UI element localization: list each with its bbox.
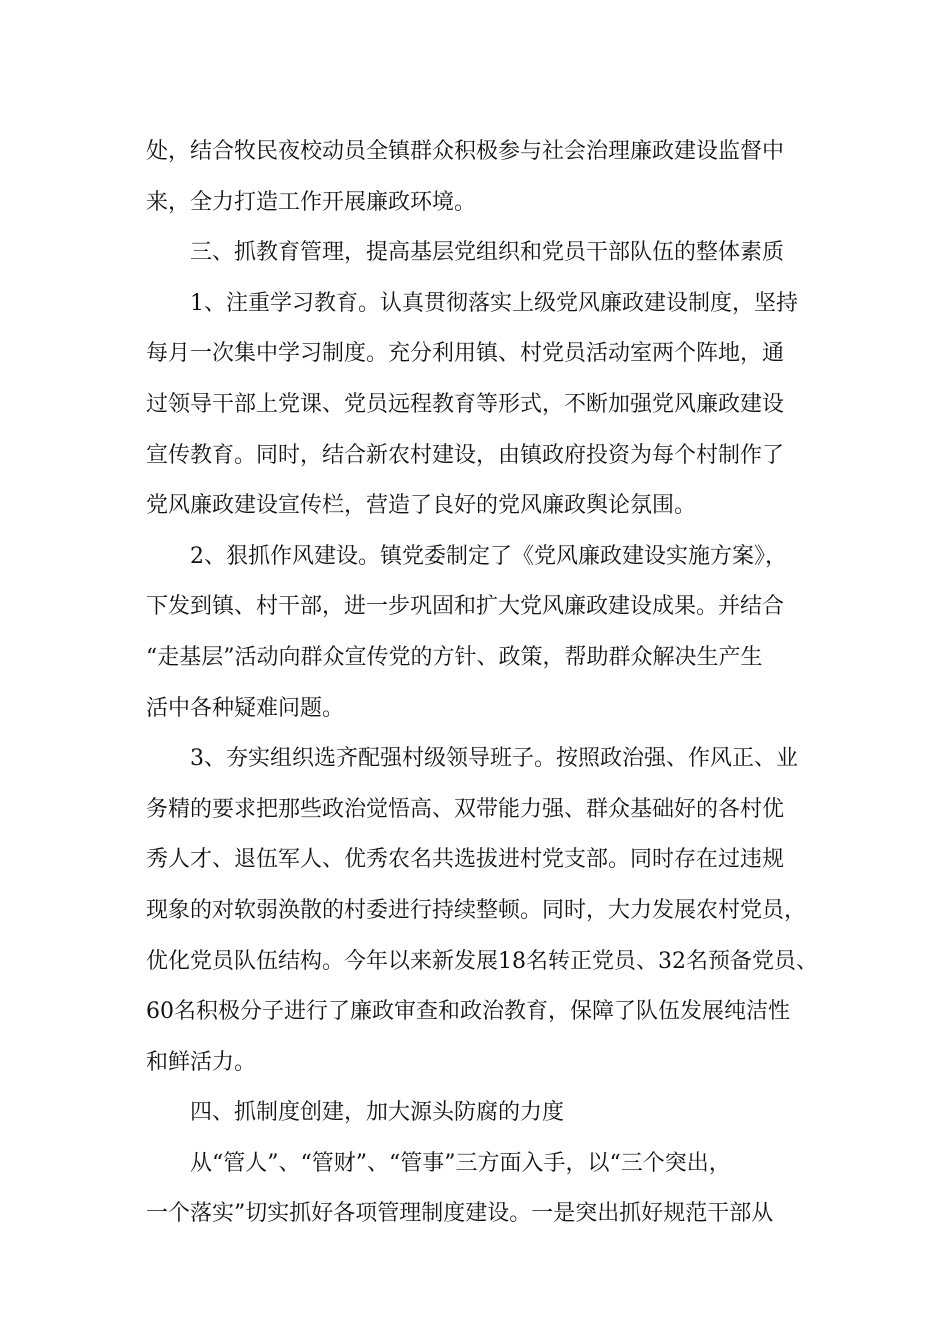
- text-line: 处，结合牧民夜校动员全镇群众积极参与社会治理廉政建设监督中: [146, 139, 785, 164]
- text-line: 宣传教育。同时，结合新农村建设，由镇政府投资为每个村制作了: [146, 442, 785, 468]
- text-line: 来，全力打造工作开展廉政环境。: [146, 189, 477, 215]
- paragraph-start: 3、夯实组织选齐配强村级领导班子。按照政治强、作风正、业: [190, 746, 798, 772]
- text-line: 60名积极分子进行了廉政审查和政治教育，保障了队伍发展纯洁性: [146, 999, 790, 1025]
- text-line: 秀人才、退伍军人、优秀农名共选拔进村党支部。同时存在过违规: [146, 847, 785, 873]
- text-line: 过领导干部上党课、党员远程教育等形式，不断加强党风廉政建设: [146, 391, 785, 417]
- body-text: [146, 127, 826, 1240]
- text-line: 下发到镇、村干部，进一步巩固和扩大党风廉政建设成果。并结合: [146, 594, 785, 620]
- text-line: 活中各种疑难问题。: [146, 695, 345, 721]
- text-line: “走基层”活动向群众宣传党的方针、政策，帮助群众解决生产生: [146, 644, 763, 670]
- text-line: 一个落实”切实抓好各项管理制度建设。一是突出抓好规范干部从: [146, 1201, 774, 1227]
- section-heading: 四、抓制度创建，加大源头防腐的力度: [190, 1100, 565, 1126]
- paragraph-start: 从“管人”、“管财”、“管事”三方面入手，以“三个突出，: [190, 1150, 731, 1176]
- text-line: 现象的对软弱涣散的村委进行持续整顿。同时，大力发展农村党员，: [146, 897, 807, 923]
- text-line: 党风廉政建设宣传栏，营造了良好的党风廉政舆论氛围。: [146, 493, 697, 519]
- paragraph-start: 2、狠抓作风建设。镇党委制定了《党风廉政建设实施方案》，: [190, 543, 787, 569]
- section-heading: 三、抓教育管理，提高基层党组织和党员干部队伍的整体素质: [190, 240, 785, 266]
- text-line: 务精的要求把那些政治觉悟高、双带能力强、群众基础好的各村优: [146, 796, 785, 822]
- text-line: 每月一次集中学习制度。充分利用镇、村党员活动室两个阵地，通: [146, 341, 785, 367]
- text-line: 和鲜活力。: [146, 1049, 257, 1075]
- text-line: 优化党员队伍结构。今年以来新发展18名转正党员、32名预备党员、: [146, 948, 818, 974]
- paragraph-start: 1、注重学习教育。认真贯彻落实上级党风廉政建设制度，坚持: [190, 290, 798, 316]
